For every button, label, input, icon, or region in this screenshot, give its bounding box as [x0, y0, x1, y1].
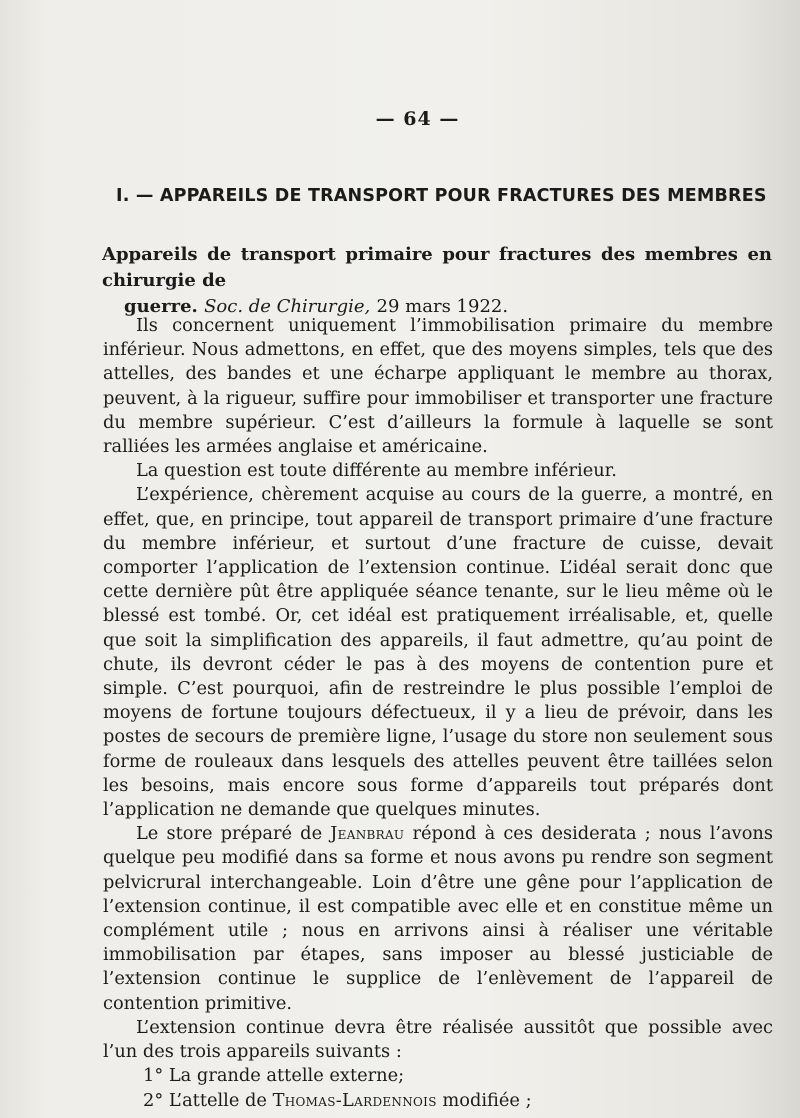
paragraph-store: [103, 822, 773, 1016]
author-name: Jeanbrau: [330, 823, 405, 845]
reference-journal: Soc. de Chirurgie,: [204, 296, 371, 317]
paragraph-text: Le store préparé de: [136, 823, 331, 845]
reference-title-end: guerre.: [124, 296, 198, 317]
body-text: [103, 314, 773, 1113]
paragraph: L’extension continue devra être réalisée aussitôt que possible avec l’un des trois appareils suivants :: [103, 1016, 773, 1063]
bibliographic-reference: [102, 242, 772, 320]
list-item: [103, 1089, 773, 1113]
page-number: — 64 —: [375, 108, 460, 130]
paragraph-text: répond à ces desiderata ; nous l’avons quelque peu modifié dans sa forme et nous avons pu rendre son segment pelvicrural interchangeable. Loin d’être une gêne pour l’application de l’extension continue, il est compatible avec elle et en constitue même un complément utile ; nous en arrivons ainsi à réaliser une véritable immobilisation par étapes, sans imposer au blessé justiciable de l’extension continue le supplice de l’enlèvement de l’appareil de contention primitive.: [103, 823, 773, 1014]
list-number: 2°: [143, 1089, 164, 1111]
reference-title: Appareils de transport primaire pour fractures des membres en chirurgie de: [102, 244, 772, 291]
list-item: [103, 1064, 773, 1088]
list-text: L’attelle de: [168, 1089, 273, 1111]
section-heading: I. — APPAREILS DE TRANSPORT POUR FRACTURES DES MEMBRES: [116, 186, 767, 206]
author-name: Thomas-Lardennois: [272, 1089, 437, 1111]
paragraph: La question est toute différente au membre inférieur.: [136, 460, 617, 482]
reference-date: 29 mars 1922.: [376, 296, 509, 317]
list-text: La grande attelle externe;: [168, 1065, 405, 1087]
list-text: modifiée ;: [436, 1089, 532, 1111]
paragraph: L’expérience, chèrement acquise au cours de la guerre, a montré, en effet, que, en principe, tout appareil de transport primaire d’une fracture du membre inférieur, et surtout d’une fracture de cuisse, devait comporter l’application de l’extension continue. L’idéal serait donc que cette dernière pût être appliquée séance tenante, sur le lieu même où le blessé est tombé. Or, cet idéal est pratiquement irréalisable, et, quelle que soit la simplification des appareils, il faut admettre, qu’au point de chute, ils devront céder le pas à des moyens de contention pure et simple. C’est pourquoi, afin de restreindre le plus possible l’emploi de moyens de fortune toujours défectueux, il y a lieu de prévoir, dans les postes de secours de première ligne, l’usage du store non seulement sous forme de rouleaux dans lesquels des attelles peuvent être taillées selon les besoins, mais encore sous forme d’appareils tout préparés dont l’application ne demande que quelques minutes.: [103, 484, 773, 821]
list-number: 1°: [143, 1065, 164, 1087]
paragraph: Ils concernent uniquement l’immobilisation primaire du membre inférieur. Nous admettons, en effet, que des moyens simples, tels que des attelles, des bandes et une écharpe appliquant le membre au thorax, peuvent, à la rigueur, suffire pour immobiliser et transporter une fracture du membre supérieur. C’est d’ailleurs la formule à laquelle se sont ralliées les armées anglaise et américaine.: [103, 315, 773, 458]
